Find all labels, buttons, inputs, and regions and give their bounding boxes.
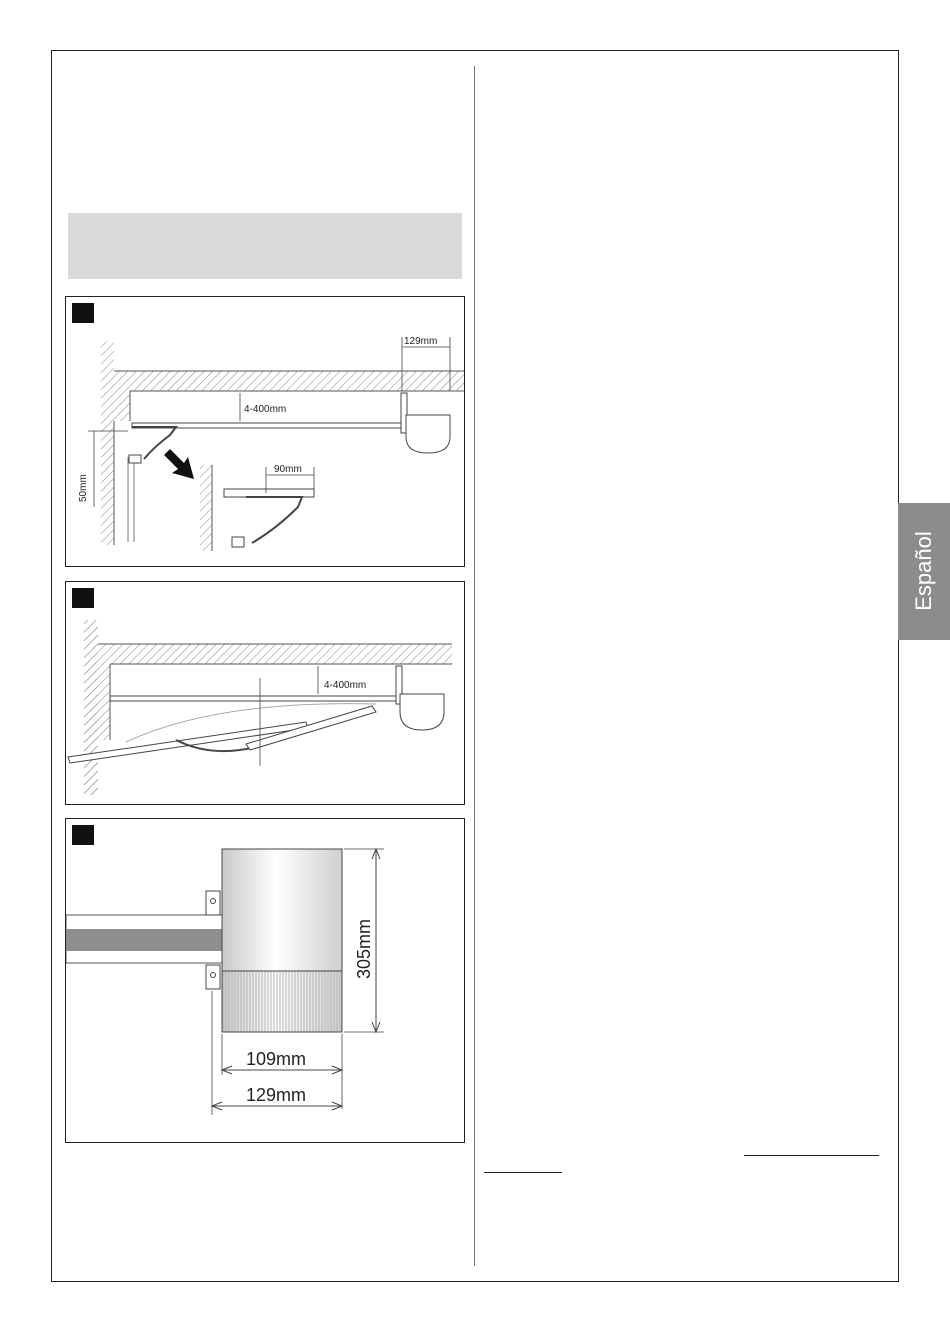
figure-3 — [65, 818, 465, 1143]
figure-1 — [65, 296, 465, 567]
motor-cooling-fins — [222, 971, 342, 1032]
figure-1-drawing — [66, 297, 465, 567]
rail — [110, 696, 400, 701]
language-tab[interactable] — [898, 503, 950, 640]
detail-arm — [246, 497, 302, 543]
ceiling — [114, 371, 465, 391]
wall — [84, 620, 98, 795]
figure-3-drawing — [66, 819, 465, 1143]
underline-rule — [744, 1155, 879, 1156]
detail-rail — [224, 489, 314, 497]
dim-305mm: 305mm — [354, 918, 374, 979]
dim-4-400mm: 4-400mm — [324, 680, 367, 691]
column-divider — [474, 66, 475, 1266]
language-tab-label: Español — [911, 531, 936, 611]
dim-4-400mm: 4-400mm — [244, 404, 287, 415]
dim-50mm: 50mm — [78, 474, 89, 502]
motor-head — [400, 694, 444, 730]
dim-129mm: 129mm — [246, 1085, 307, 1105]
motor-head — [406, 415, 450, 453]
dim-109mm: 109mm — [246, 1049, 307, 1069]
rail-core — [66, 929, 222, 951]
section-heading-band — [68, 213, 462, 279]
figure-2-drawing — [66, 582, 465, 805]
figure-2 — [65, 581, 465, 805]
dim-129mm: 129mm — [404, 336, 438, 347]
detail-arrow — [164, 449, 194, 479]
ceiling — [98, 644, 452, 664]
dim-90mm: 90mm — [274, 464, 302, 475]
wall — [101, 341, 114, 545]
underline-rule — [484, 1172, 562, 1173]
